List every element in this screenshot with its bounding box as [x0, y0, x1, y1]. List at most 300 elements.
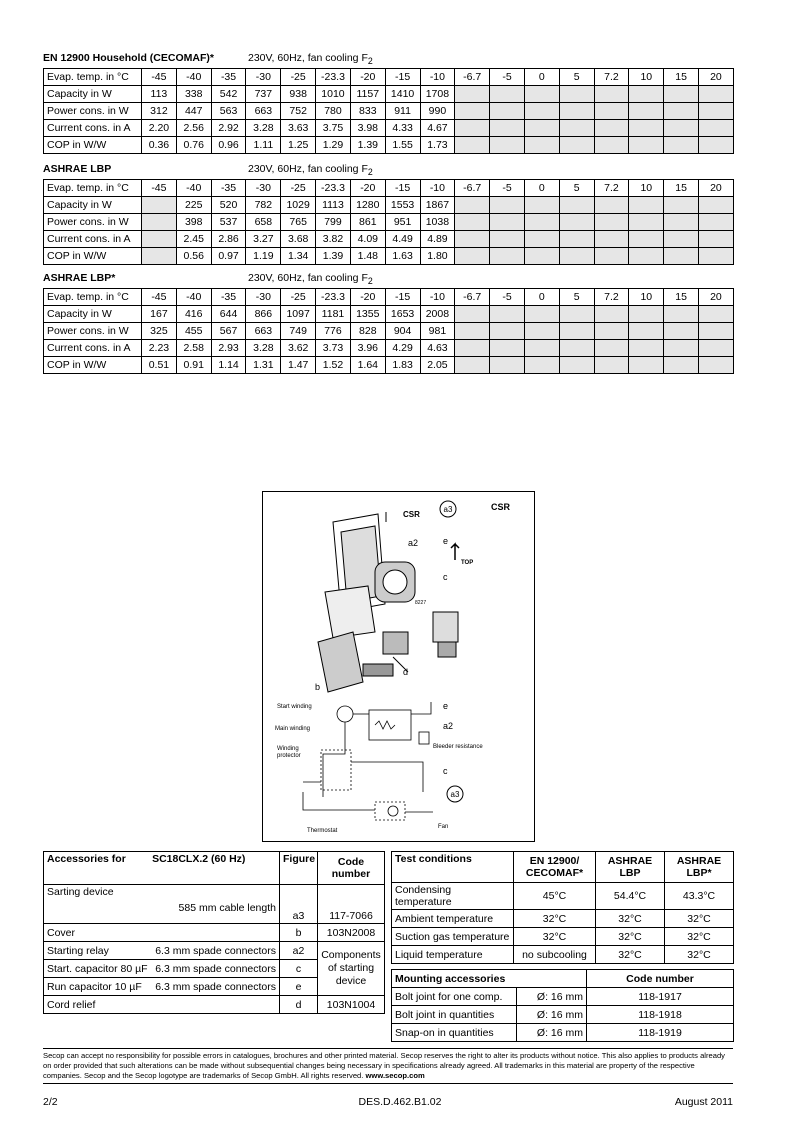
csr-label: CSR	[403, 510, 420, 519]
table-cell: 10	[629, 69, 664, 86]
table-cell: Suction gas temperature	[392, 928, 514, 946]
table-cell: 3.62	[281, 340, 316, 357]
table-cell	[524, 214, 559, 231]
page-number: 2/2	[43, 1096, 58, 1108]
table-cell: 3.63	[281, 120, 316, 137]
table-cell	[490, 214, 525, 231]
table-cell	[559, 231, 594, 248]
callout-a2-circuit: a2	[443, 721, 454, 731]
table-cell: -23.3	[316, 289, 351, 306]
callout-a3-top: a3	[443, 505, 453, 514]
table-cell	[559, 137, 594, 154]
table-cell	[559, 120, 594, 137]
table-cell: 20	[699, 69, 734, 86]
accessories-header: Accessories for SC18CLX.2 (60 Hz)	[44, 852, 280, 885]
table-cell	[699, 357, 734, 374]
table-row	[44, 214, 734, 231]
table-cell: 1.64	[350, 357, 385, 374]
table-cell	[629, 306, 664, 323]
table-row	[44, 306, 734, 323]
table-cell: 113	[142, 86, 177, 103]
table-cell	[664, 86, 699, 103]
table-cell: Bolt joint in quantities	[392, 1006, 517, 1024]
table-cell: 1010	[316, 86, 351, 103]
table-cell: 0.51	[142, 357, 177, 374]
table-cell: 752	[281, 103, 316, 120]
evap-temp-row	[44, 69, 734, 86]
row-label: Capacity in W	[44, 86, 142, 103]
row-label: Power cons. in W	[44, 103, 142, 120]
table-cell: 455	[176, 323, 211, 340]
table-cell: 1181	[316, 306, 351, 323]
table-cell: 5	[559, 69, 594, 86]
table-cell: 2.05	[420, 357, 455, 374]
table-cell: -5	[490, 180, 525, 197]
table-cell: 32°C	[665, 910, 734, 928]
table-cell	[664, 357, 699, 374]
table-cell	[594, 340, 629, 357]
table-row	[392, 946, 734, 964]
row-label: Evap. temp. in °C	[44, 69, 142, 86]
performance-table-ashrae-lbp	[43, 179, 734, 265]
table-cell: 663	[246, 103, 281, 120]
block-conditions: 230V, 60Hz, fan cooling $F_2$	[248, 52, 373, 67]
table-cell: 1.52	[316, 357, 351, 374]
table-cell: 776	[316, 323, 351, 340]
accessories-table: Accessories for SC18CLX.2 (60 Hz) Figure Code number Sarting device 585 mm cable length a3 117-7066 Cover b 103N2008 Starting relay 6.3 mm spade connectors a2 Components of starting device Start. capacitor 80 µF 6.3 mm spade connectors c Run capacitor 10 µF 6.3 mm spade connectors e Cord relief d 103N1004	[43, 851, 385, 1014]
table-cell: -30	[246, 289, 281, 306]
table-cell: 0	[524, 180, 559, 197]
table-cell: 1410	[385, 86, 420, 103]
table-cell	[594, 323, 629, 340]
table-cell	[594, 214, 629, 231]
table-cell	[629, 357, 664, 374]
table-cell: 1355	[350, 306, 385, 323]
block-header-ashrae-lbp-star	[43, 272, 733, 286]
callout-e-circuit: e	[443, 701, 449, 711]
table-cell: 0	[524, 289, 559, 306]
row-label: Evap. temp. in °C	[44, 180, 142, 197]
table-cell: 7.2	[594, 289, 629, 306]
block-header-en12900	[43, 52, 733, 66]
table-cell: 10	[629, 180, 664, 197]
table-cell: 1.39	[350, 137, 385, 154]
table-row	[392, 910, 734, 928]
block-header-ashrae-lbp	[43, 163, 733, 177]
evap-temp-row	[44, 289, 734, 306]
table-row	[392, 988, 734, 1006]
starting-device-drawing	[318, 512, 458, 692]
table-cell: Liquid temperature	[392, 946, 514, 964]
table-cell: 2.20	[142, 120, 177, 137]
table-cell: 644	[211, 306, 246, 323]
table-row	[44, 323, 734, 340]
part-number: 8227	[415, 600, 427, 606]
table-cell: 2.56	[176, 120, 211, 137]
top-label: TOP	[461, 560, 474, 566]
table-cell: 1.83	[385, 357, 420, 374]
footer-divider	[43, 1083, 733, 1084]
table-cell: 167	[142, 306, 177, 323]
table-cell: -5	[490, 289, 525, 306]
table-cell	[559, 357, 594, 374]
table-cell	[524, 323, 559, 340]
table-cell: 1867	[420, 197, 455, 214]
table-cell	[559, 197, 594, 214]
table-cell: 4.33	[385, 120, 420, 137]
table-row	[44, 103, 734, 120]
start-winding-label: Start winding	[277, 704, 312, 710]
table-cell: 938	[281, 86, 316, 103]
table-cell	[664, 214, 699, 231]
table-cell: 225	[176, 197, 211, 214]
table-cell: -10	[420, 180, 455, 197]
table-cell: 1.14	[211, 357, 246, 374]
table-cell: -23.3	[316, 69, 351, 86]
row-label: Current cons. in A	[44, 120, 142, 137]
table-cell: 3.96	[350, 340, 385, 357]
table-cell: 765	[281, 214, 316, 231]
table-cell: 0.56	[176, 248, 211, 265]
table-cell: 4.89	[420, 231, 455, 248]
table-cell: 2.92	[211, 120, 246, 137]
table-cell	[594, 86, 629, 103]
table-cell	[594, 231, 629, 248]
table-cell	[699, 86, 734, 103]
table-cell	[629, 323, 664, 340]
table-cell	[490, 197, 525, 214]
table-cell: -20	[350, 69, 385, 86]
block-conditions: 230V, 60Hz, fan cooling $F_2$	[248, 272, 373, 287]
table-cell	[664, 231, 699, 248]
table-cell: 990	[420, 103, 455, 120]
table-cell	[664, 120, 699, 137]
table-cell	[699, 248, 734, 265]
table-cell: 5	[559, 180, 594, 197]
table-cell: 3.68	[281, 231, 316, 248]
table-cell: -30	[246, 180, 281, 197]
table-cell	[524, 306, 559, 323]
table-cell	[524, 120, 559, 137]
table-cell: 4.67	[420, 120, 455, 137]
table-cell: Ø: 16 mm	[517, 1006, 587, 1024]
table-cell: Ambient temperature	[392, 910, 514, 928]
table-cell: -45	[142, 289, 177, 306]
table-cell	[455, 214, 490, 231]
protector-label: protector	[277, 753, 301, 759]
table-cell: 7.2	[594, 69, 629, 86]
table-cell: 1038	[420, 214, 455, 231]
table-cell	[142, 197, 177, 214]
table-cell: 32°C	[596, 928, 665, 946]
table-cell: 782	[246, 197, 281, 214]
table-cell: 567	[211, 323, 246, 340]
callout-c: c	[443, 572, 448, 582]
table-row	[44, 340, 734, 357]
table-cell: 32°C	[596, 946, 665, 964]
block-title: ASHRAE LBP*	[43, 272, 116, 284]
table-cell	[559, 306, 594, 323]
table-cell: 1.19	[246, 248, 281, 265]
document-date: August 2011	[674, 1096, 733, 1108]
table-cell	[559, 103, 594, 120]
table-cell	[142, 214, 177, 231]
table-cell: 1.25	[281, 137, 316, 154]
table-row	[44, 197, 734, 214]
starting-relay-row: Starting relay 6.3 mm spade connectors	[44, 942, 280, 960]
table-cell	[629, 137, 664, 154]
table-cell: 32°C	[665, 946, 734, 964]
table-cell	[699, 323, 734, 340]
table-cell	[664, 340, 699, 357]
table-cell	[490, 231, 525, 248]
table-row	[392, 1024, 734, 1042]
table-cell	[455, 197, 490, 214]
table-row	[44, 120, 734, 137]
table-cell: 981	[420, 323, 455, 340]
table-cell: 542	[211, 86, 246, 103]
circuit-drawing	[303, 702, 433, 820]
table-cell: -40	[176, 180, 211, 197]
table-cell	[559, 86, 594, 103]
table-cell: 563	[211, 103, 246, 120]
table-cell: 1097	[281, 306, 316, 323]
table-cell	[699, 214, 734, 231]
winding-label: Winding	[277, 746, 299, 752]
table-row	[44, 248, 734, 265]
table-cell: 312	[142, 103, 177, 120]
table-cell	[490, 323, 525, 340]
wiring-diagram	[263, 492, 534, 841]
table-cell: 1.31	[246, 357, 281, 374]
table-cell: 861	[350, 214, 385, 231]
table-cell: 3.28	[246, 120, 281, 137]
table-cell	[490, 86, 525, 103]
table-cell	[594, 306, 629, 323]
table-cell: -5	[490, 69, 525, 86]
table-cell	[629, 86, 664, 103]
table-cell: 951	[385, 214, 420, 231]
fan-label: Fan	[438, 824, 449, 830]
table-cell	[594, 197, 629, 214]
table-cell: 749	[281, 323, 316, 340]
table-cell	[629, 197, 664, 214]
table-cell: Ø: 16 mm	[517, 1024, 587, 1042]
run-capacitor-row: Run capacitor 10 µF 6.3 mm spade connectors	[44, 978, 280, 996]
table-cell	[664, 323, 699, 340]
table-cell: 32°C	[596, 910, 665, 928]
starting-device-cell: Sarting device 585 mm cable length	[44, 885, 280, 924]
table-cell: 799	[316, 214, 351, 231]
callout-c-circuit: c	[443, 766, 448, 776]
table-row	[44, 86, 734, 103]
table-cell	[455, 137, 490, 154]
table-cell	[524, 86, 559, 103]
table-cell: 866	[246, 306, 281, 323]
table-cell: 43.3°C	[665, 883, 734, 910]
table-cell: 0.36	[142, 137, 177, 154]
table-cell	[490, 340, 525, 357]
table-cell: 416	[176, 306, 211, 323]
performance-table-ashrae-lbp-star	[43, 288, 734, 374]
table-cell	[699, 197, 734, 214]
table-cell: 3.27	[246, 231, 281, 248]
performance-table-en12900	[43, 68, 734, 154]
bleeder-label: Bleeder resistance	[433, 744, 483, 750]
mounting-accessories-table: Mounting accessories Code number Bolt joint for one comp. Ø: 16 mm 118-1917 Bolt joint in quantities Ø: 16 mm 118-1918 Snap-on in quantities Ø: 16 mm 118-1919	[391, 969, 734, 1042]
table-cell: 2008	[420, 306, 455, 323]
table-cell: 5	[559, 289, 594, 306]
table-cell: 398	[176, 214, 211, 231]
table-cell	[490, 120, 525, 137]
table-cell: 537	[211, 214, 246, 231]
top-arrow-icon	[451, 544, 459, 560]
table-cell	[664, 103, 699, 120]
table-cell	[629, 120, 664, 137]
table-cell: 520	[211, 197, 246, 214]
table-cell: 3.73	[316, 340, 351, 357]
table-cell	[594, 103, 629, 120]
table-cell	[664, 248, 699, 265]
table-cell: 4.09	[350, 231, 385, 248]
table-cell: 3.75	[316, 120, 351, 137]
table-cell: 0.97	[211, 248, 246, 265]
table-cell	[629, 231, 664, 248]
table-cell: 1.63	[385, 248, 420, 265]
figure-header: Figure	[280, 852, 318, 885]
table-cell	[559, 248, 594, 265]
table-cell: -15	[385, 289, 420, 306]
table-cell: -30	[246, 69, 281, 86]
document-number: DES.D.462.B1.02	[358, 1096, 442, 1108]
table-cell: 32°C	[514, 910, 596, 928]
table-cell: 4.63	[420, 340, 455, 357]
table-cell	[629, 248, 664, 265]
table-cell	[594, 137, 629, 154]
table-cell: -45	[142, 180, 177, 197]
row-label: COP in W/W	[44, 248, 142, 265]
table-cell	[699, 340, 734, 357]
table-cell	[699, 120, 734, 137]
table-cell: 2.93	[211, 340, 246, 357]
table-cell: 658	[246, 214, 281, 231]
table-cell: 3.98	[350, 120, 385, 137]
table-cell	[490, 248, 525, 265]
table-cell: 338	[176, 86, 211, 103]
table-cell: 20	[699, 180, 734, 197]
table-cell: 325	[142, 323, 177, 340]
block-title: EN 12900 Household (CECOMAF)*	[43, 52, 214, 64]
table-cell: -10	[420, 289, 455, 306]
table-cell: 118-1919	[587, 1024, 734, 1042]
row-label: Current cons. in A	[44, 231, 142, 248]
table-cell: 780	[316, 103, 351, 120]
disclaimer: Secop can accept no responsibility for possible errors in catalogues, brochures and other printed material. Secop reserves the right to alter its products without notice. This also applies to products already on order provided that such alterations can be made without subsequential changes being necessary in specifications already agreed. All trademarks in this material are property of the respective companies. Secop and the Secop logotype are trademarks of Secop GmbH. All rights reserved. www.secop.com	[43, 1048, 733, 1081]
table-cell	[524, 357, 559, 374]
table-cell	[142, 248, 177, 265]
table-cell: 15	[664, 180, 699, 197]
row-label: Capacity in W	[44, 306, 142, 323]
table-cell	[455, 357, 490, 374]
table-cell: 911	[385, 103, 420, 120]
table-cell	[664, 306, 699, 323]
table-cell: -35	[211, 180, 246, 197]
table-cell	[524, 248, 559, 265]
table-cell	[455, 120, 490, 137]
table-cell	[559, 214, 594, 231]
table-cell: 1.55	[385, 137, 420, 154]
table-cell	[559, 323, 594, 340]
csr-title: CSR	[491, 502, 511, 512]
table-cell: 737	[246, 86, 281, 103]
table-cell: 447	[176, 103, 211, 120]
table-cell	[455, 86, 490, 103]
website-link[interactable]: www.secop.com	[365, 1071, 425, 1080]
table-cell: 118-1917	[587, 988, 734, 1006]
table-cell: 15	[664, 289, 699, 306]
evap-temp-row	[44, 180, 734, 197]
table-cell	[524, 231, 559, 248]
table-cell: Snap-on in quantities	[392, 1024, 517, 1042]
table-row	[44, 357, 734, 374]
code-header: Code number	[318, 852, 385, 885]
table-cell	[629, 214, 664, 231]
table-cell: 10	[629, 289, 664, 306]
table-cell: -25	[281, 180, 316, 197]
table-cell: Bolt joint for one comp.	[392, 988, 517, 1006]
start-capacitor-row: Start. capacitor 80 µF 6.3 mm spade connectors	[44, 960, 280, 978]
table-cell	[455, 323, 490, 340]
table-cell: 1280	[350, 197, 385, 214]
row-label: Power cons. in W	[44, 323, 142, 340]
table-cell: 4.29	[385, 340, 420, 357]
table-row	[392, 883, 734, 910]
table-cell: -23.3	[316, 180, 351, 197]
table-cell: Condensing temperature	[392, 883, 514, 910]
table-cell: 4.49	[385, 231, 420, 248]
table-cell: -25	[281, 69, 316, 86]
table-cell: 3.82	[316, 231, 351, 248]
block-conditions: 230V, 60Hz, fan cooling $F_2$	[248, 163, 373, 178]
table-cell	[455, 231, 490, 248]
table-cell: 2.23	[142, 340, 177, 357]
callout-b: b	[315, 682, 321, 692]
table-cell: 54.4°C	[596, 883, 665, 910]
table-cell	[490, 103, 525, 120]
thermostat-label: Thermostat	[307, 828, 338, 834]
row-label: Current cons. in A	[44, 340, 142, 357]
table-cell: 1.73	[420, 137, 455, 154]
table-cell	[455, 103, 490, 120]
table-cell: 1.48	[350, 248, 385, 265]
table-cell: 1.11	[246, 137, 281, 154]
table-cell: -15	[385, 69, 420, 86]
table-cell	[699, 137, 734, 154]
table-cell: 1.39	[316, 248, 351, 265]
table-cell: 904	[385, 323, 420, 340]
row-label: Capacity in W	[44, 197, 142, 214]
table-cell: -20	[350, 180, 385, 197]
table-cell	[699, 231, 734, 248]
table-cell: 1653	[385, 306, 420, 323]
table-cell: -40	[176, 69, 211, 86]
table-cell	[455, 306, 490, 323]
table-cell	[594, 248, 629, 265]
table-cell: 0.96	[211, 137, 246, 154]
table-cell: 118-1918	[587, 1006, 734, 1024]
block-title: ASHRAE LBP	[43, 163, 112, 175]
table-cell: -6.7	[455, 69, 490, 86]
